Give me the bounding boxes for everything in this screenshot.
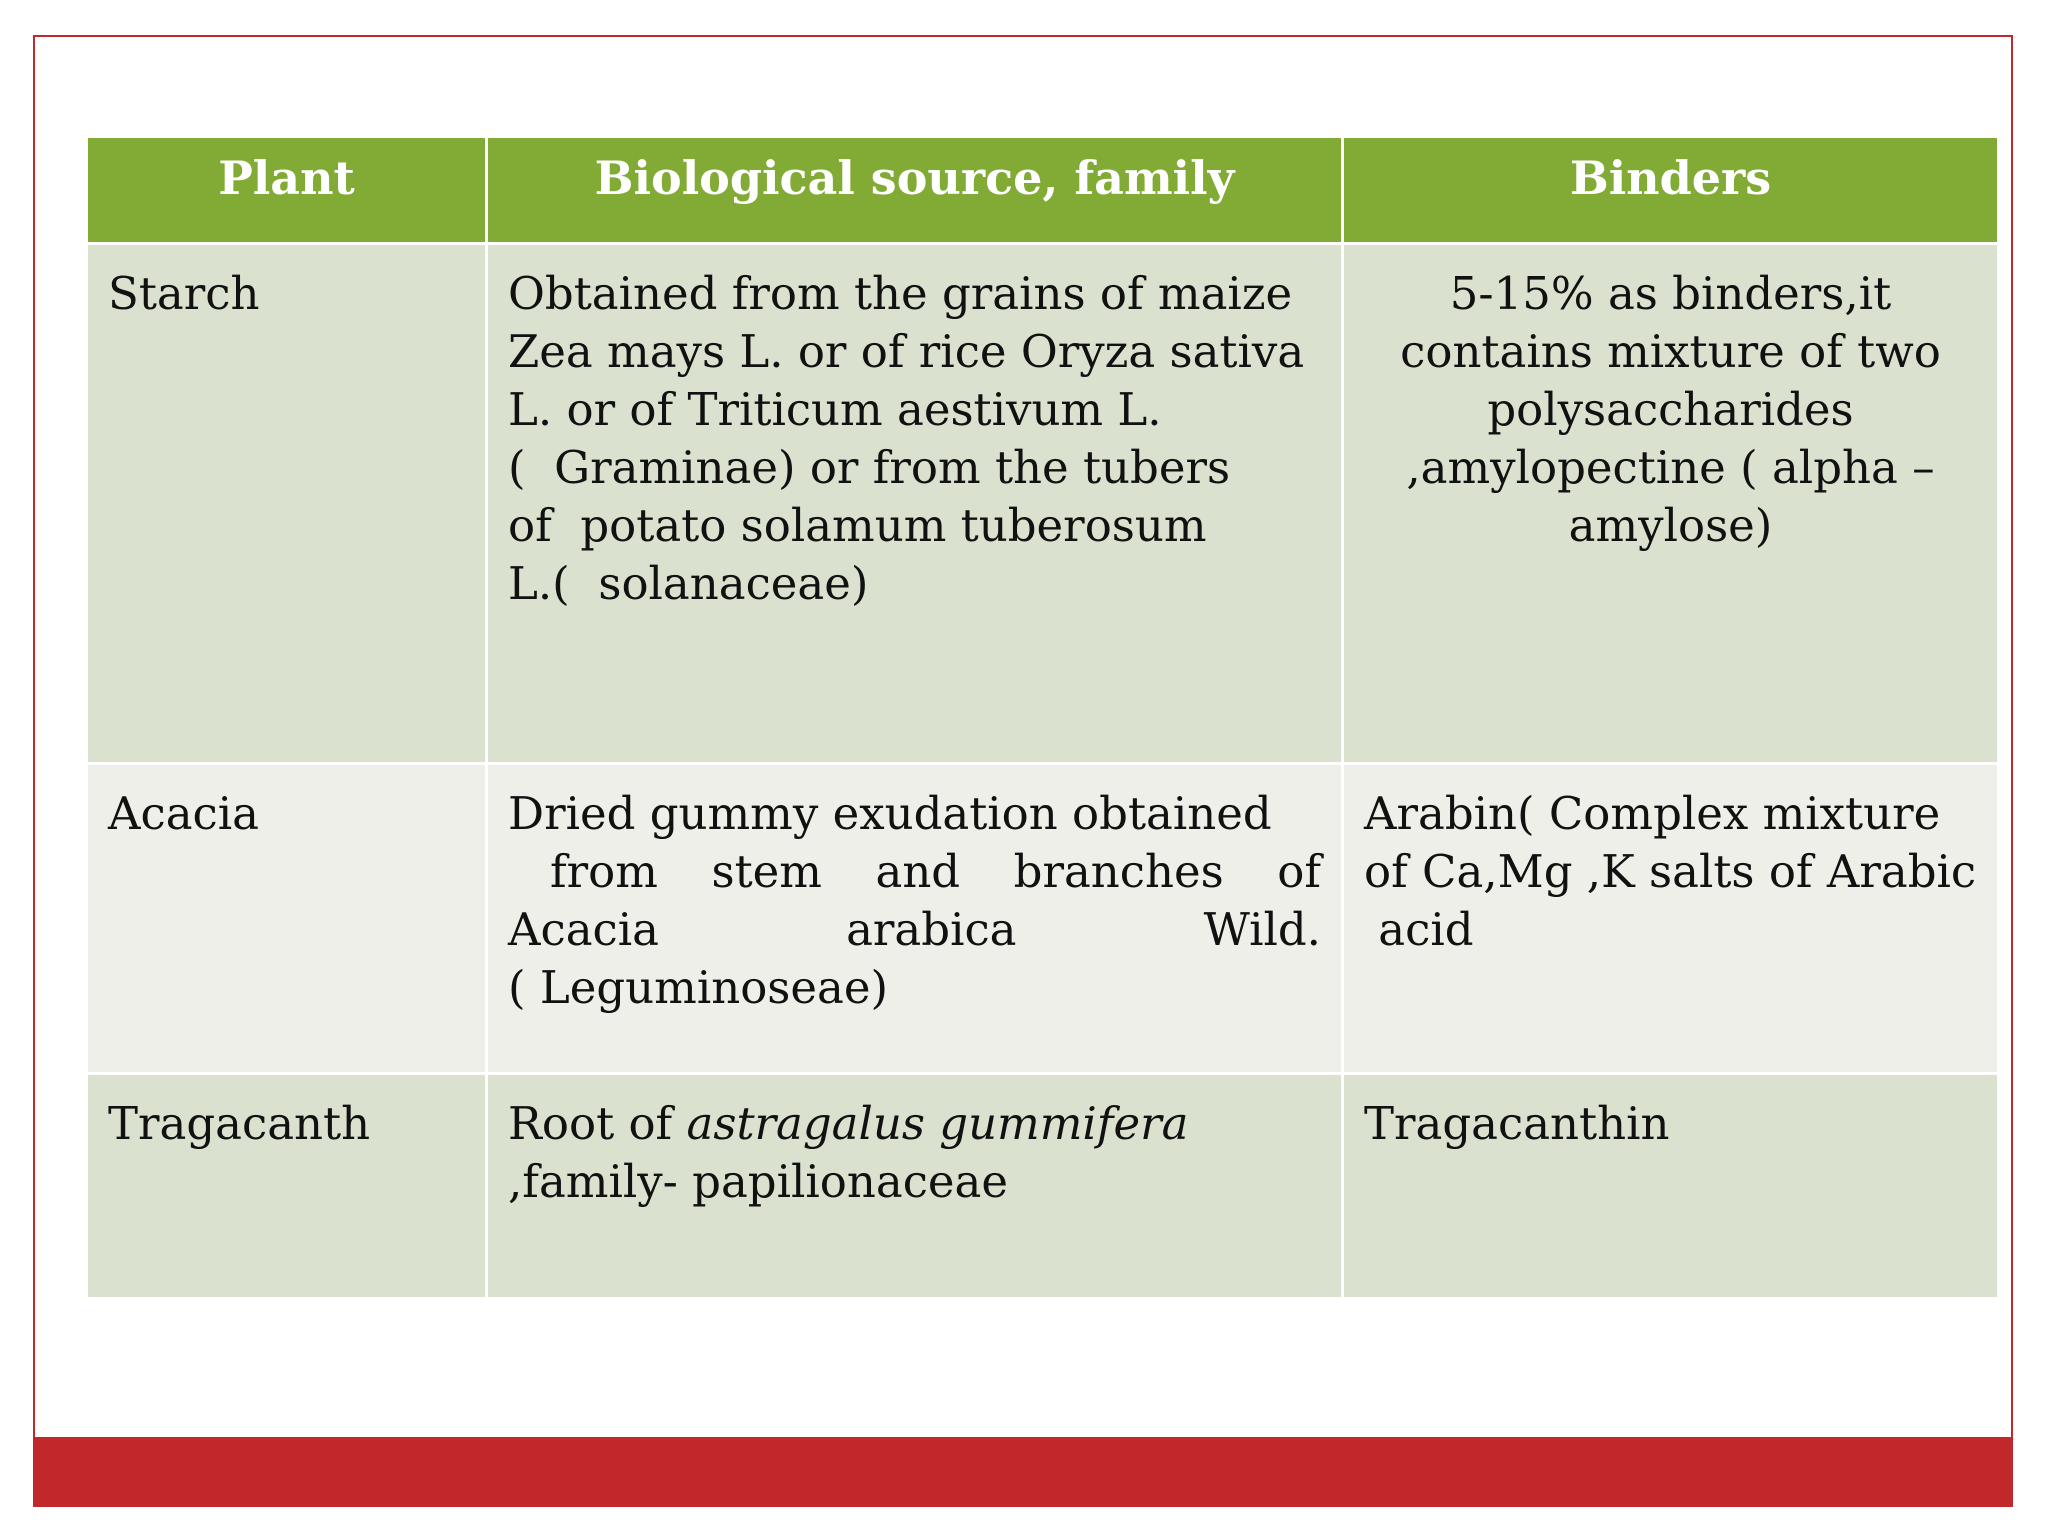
binder-line: contains mixture of two	[1400, 325, 1941, 378]
source-line: Obtained from the grains of maize	[508, 267, 1293, 320]
binder-line: ,amylopectine ( alpha –	[1406, 441, 1935, 494]
footer-bar	[33, 1437, 2013, 1507]
source-line: of potato solamum tuberosum	[508, 499, 1207, 552]
data-table	[85, 135, 2000, 1300]
table-row-tragacanth	[87, 1074, 1999, 1299]
source-cell	[487, 244, 1343, 764]
source-line: L.( solanaceae)	[508, 557, 869, 610]
source-line: Zea mays L. or of rice Oryza sativa	[508, 325, 1305, 378]
source-line: L. or of Triticum aestivum L.	[508, 383, 1162, 436]
binder-line: Arabin( Complex mixture	[1364, 787, 1941, 840]
source-line: Dried gummy exudation obtained	[508, 787, 1272, 840]
source-line: from stem and branches of	[550, 845, 1321, 898]
binder-line: acid	[1364, 903, 1474, 956]
source-line	[508, 1095, 1321, 1153]
plant-cell: Tragacanth	[87, 1074, 487, 1299]
source-prefix: Root of	[508, 1097, 687, 1150]
species-name: astragalus gummifera	[686, 1097, 1189, 1150]
binder-cell	[1343, 244, 1999, 764]
table-row-acacia	[87, 764, 1999, 1074]
source-cell	[487, 1074, 1343, 1299]
binder-line: 5-15% as binders,it	[1449, 267, 1892, 320]
source-line: ( Leguminoseae)	[508, 961, 889, 1014]
binder-line: of Ca,Mg ,K salts of Arabic	[1364, 845, 1977, 898]
binder-line: amylose)	[1568, 499, 1773, 552]
plant-cell: Acacia	[87, 764, 487, 1074]
binder-cell: Tragacanthin	[1343, 1074, 1999, 1299]
header-biological-source: Biological source, family	[487, 137, 1343, 244]
plant-cell: Starch	[87, 244, 487, 764]
source-line: ( Graminae) or from the tubers	[508, 441, 1231, 494]
header-binders: Binders	[1343, 137, 1999, 244]
header-row	[87, 137, 1999, 244]
source-line: ,family- papilionaceae	[508, 1155, 1008, 1208]
source-cell	[487, 764, 1343, 1074]
binder-line: polysaccharides	[1487, 383, 1854, 436]
table-row-starch	[87, 244, 1999, 764]
binder-cell	[1343, 764, 1999, 1074]
header-plant: Plant	[87, 137, 487, 244]
source-line: Acacia arabica Wild.	[508, 903, 1321, 956]
